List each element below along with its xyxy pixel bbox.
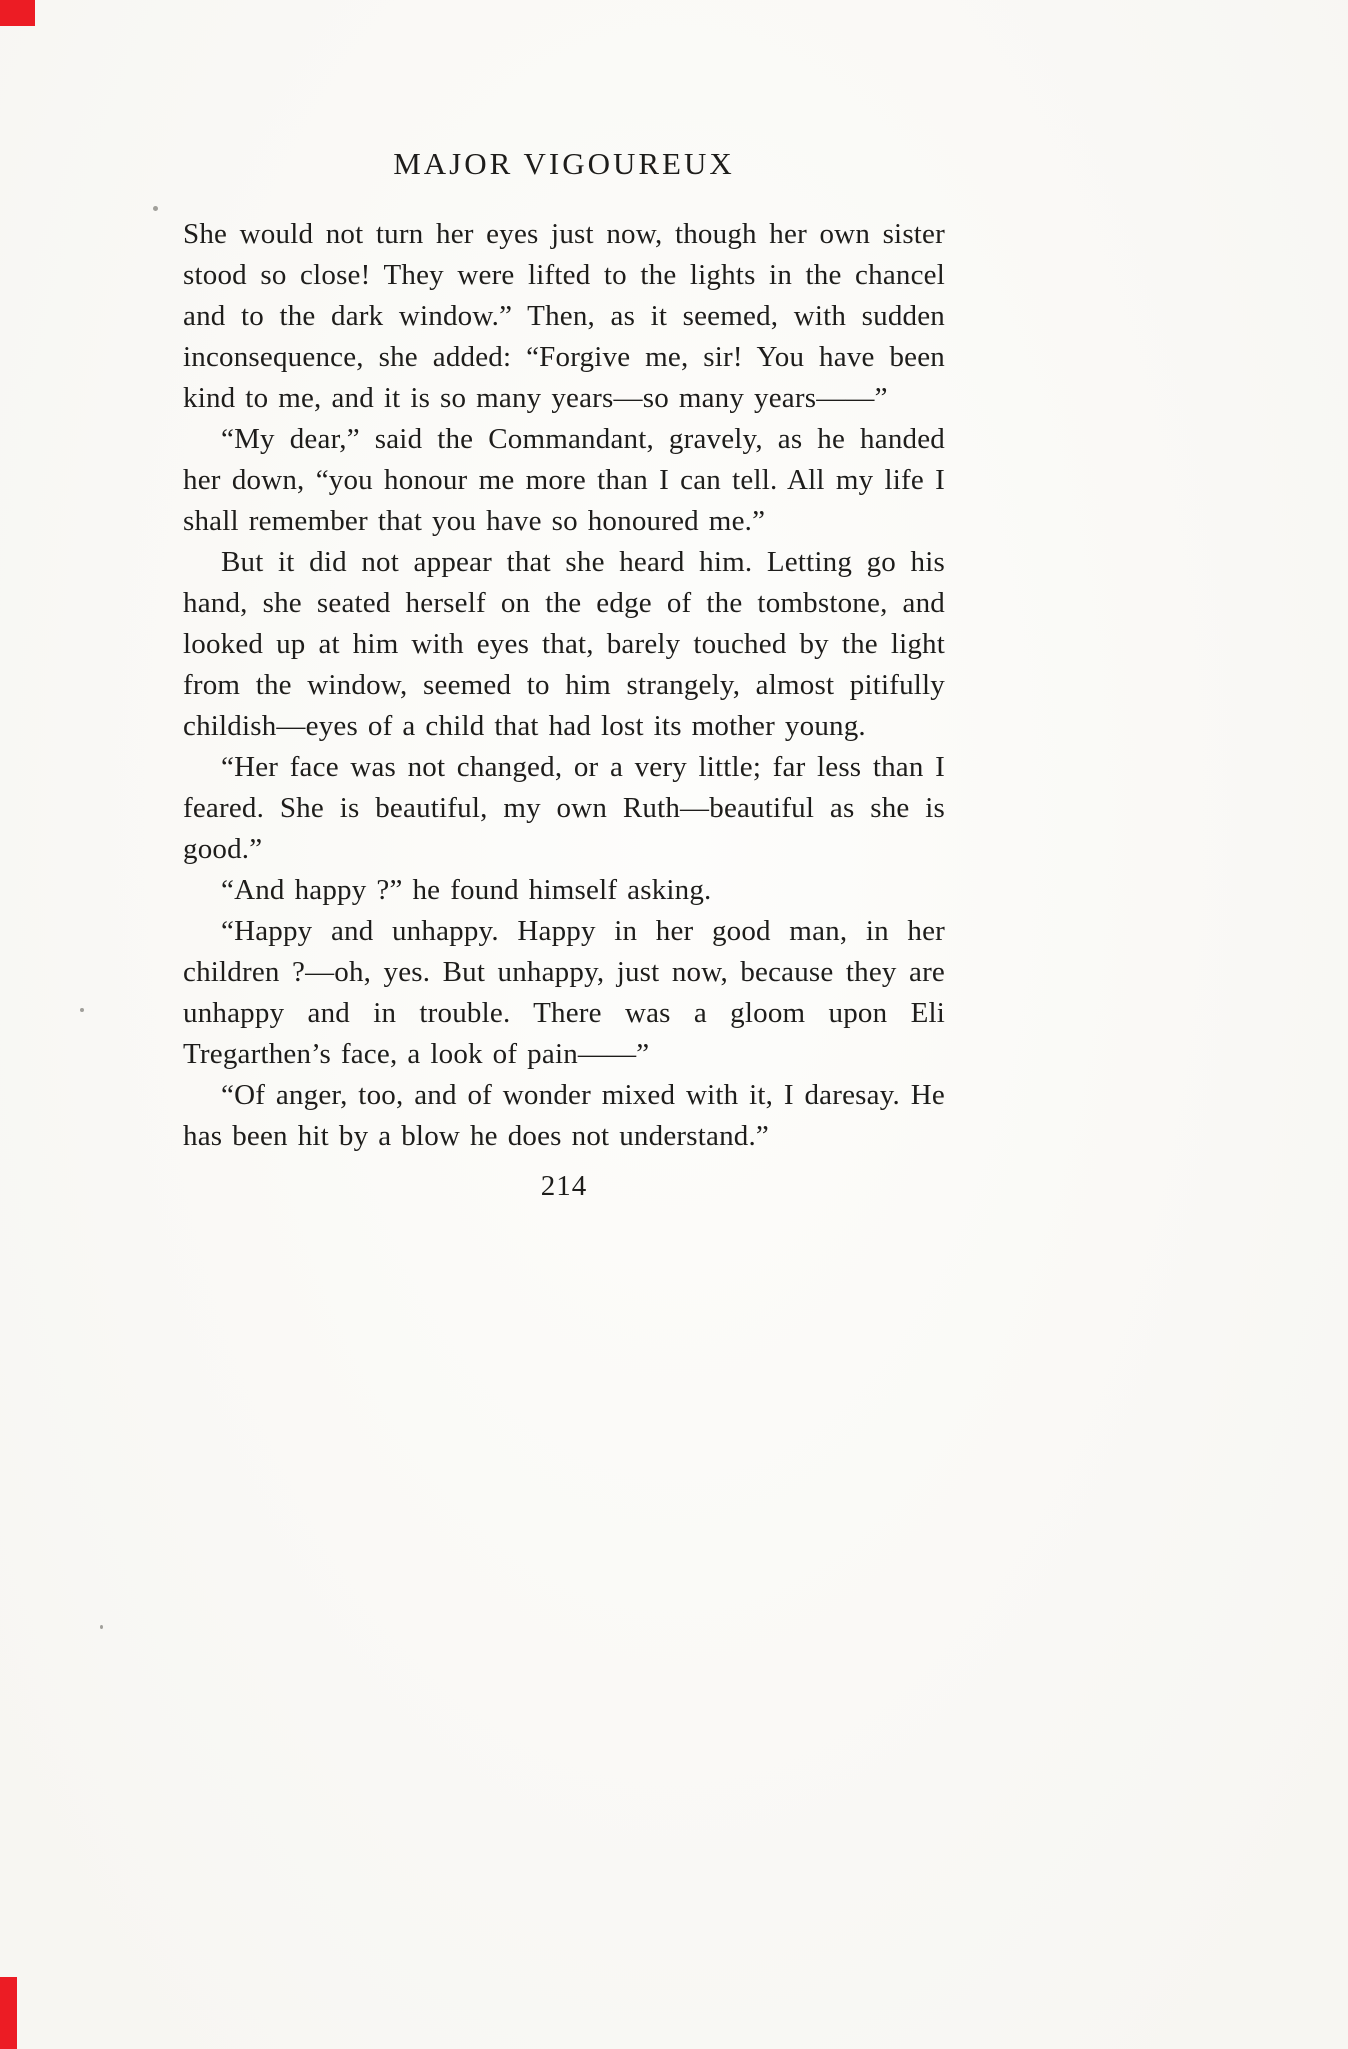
paragraph: “Of anger, too, and of wonder mixed with it, I daresay. He has been hit by a blow he does not understand.” <box>183 1079 945 1152</box>
paragraph: She would not turn her eyes just now, though her own sister stood so close! They were lifted to the lights in the chancel and to the dark window.” Then, as it seemed, with sudden inconsequence, she added: “Forgive me, sir! You have been kind to me, and it is so many years—so many years——” <box>183 218 945 414</box>
paragraph: “Her face was not changed, or a very little; far less than I feared. She is beautiful, my own Ruth—beautiful as she is good.” <box>183 751 945 865</box>
paragraph: “My dear,” said the Commandant, gravely, as he handed her down, “you honour me more than I can tell. All my life I shall remember that you have so honoured me.” <box>183 423 945 537</box>
paragraph: “And happy ?” he found himself asking. <box>221 874 712 906</box>
scan-speck <box>100 1625 103 1629</box>
running-head: MAJOR VIGOUREUX <box>393 146 735 181</box>
page-number: 214 <box>540 1170 588 1202</box>
scan-speck <box>80 1008 84 1012</box>
scan-speck <box>153 206 158 211</box>
scan-artifact-top-left <box>0 0 35 26</box>
page-content <box>183 146 945 1203</box>
body-text <box>183 214 945 1157</box>
paragraph: “Happy and unhappy. Happy in her good man, in her children ?—oh, yes. But unhappy, just now, because they are unhappy and in trouble. There was a gloom upon Eli Tregarthen’s face, a look of pain——” <box>183 915 945 1070</box>
paragraph: But it did not appear that she heard him. Letting go his hand, she seated herself on the edge of the tombstone, and looked up at him with eyes that, barely touched by the light from the window, seemed to him strangely, almost pitifully childish—eyes of a child that had lost its mother young. <box>183 546 945 742</box>
scan-artifact-bottom-left <box>0 1977 17 2049</box>
